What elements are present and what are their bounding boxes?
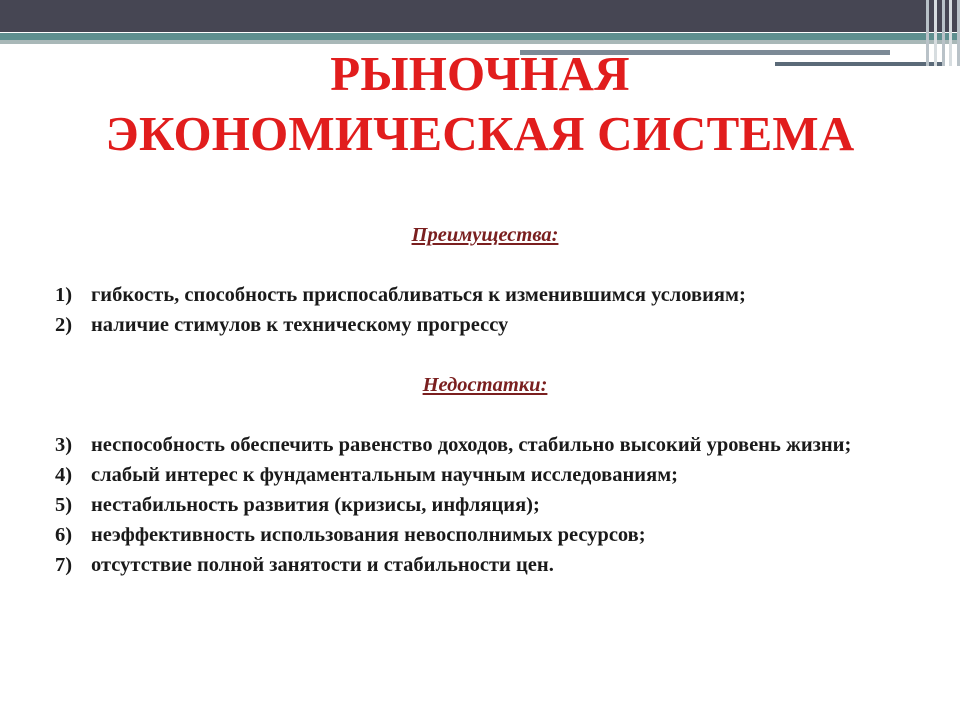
list-item bbox=[55, 430, 915, 460]
list-item-number: 2) bbox=[55, 314, 73, 336]
list-item bbox=[55, 460, 915, 490]
advantages-heading: Преимущества: bbox=[411, 224, 559, 246]
header-band bbox=[0, 0, 960, 32]
list-item-text: наличие стимулов к техническому прогрессу bbox=[91, 314, 509, 336]
list-item-number: 1) bbox=[55, 284, 73, 306]
list-item-number: 5) bbox=[55, 494, 73, 516]
list-item-number: 4) bbox=[55, 464, 73, 486]
list-item bbox=[55, 310, 915, 340]
list-item bbox=[55, 280, 915, 310]
list-item-text: слабый интерес к фундаментальным научным исследованиям; bbox=[91, 464, 678, 486]
list-item-text: нестабильность развития (кризисы, инфляция); bbox=[91, 494, 540, 516]
list-item-number: 6) bbox=[55, 524, 73, 546]
list-item bbox=[55, 520, 915, 550]
disadvantages-heading: Недостатки: bbox=[422, 374, 548, 396]
list-item-number: 3) bbox=[55, 434, 73, 456]
title-line-1: РЫНОЧНАЯ bbox=[330, 46, 630, 101]
title-line-2: ЭКОНОМИЧЕСКАЯ СИСТЕМА bbox=[105, 106, 855, 161]
list-item bbox=[55, 490, 915, 520]
list-item bbox=[55, 550, 915, 580]
slide-content bbox=[55, 220, 915, 580]
slide-title bbox=[0, 44, 960, 164]
list-item-number: 7) bbox=[55, 554, 73, 576]
list-item-text: неспособность обеспечить равенство доходов, стабильно высокий уровень жизни; bbox=[91, 434, 852, 456]
list-item-text: неэффективность использования невосполнимых ресурсов; bbox=[91, 524, 646, 546]
list-item-text: отсутствие полной занятости и стабильности цен. bbox=[91, 554, 554, 576]
list-item-text: гибкость, способность приспосабливаться к изменившимся условиям; bbox=[91, 284, 746, 306]
header-accent-band bbox=[0, 33, 960, 40]
